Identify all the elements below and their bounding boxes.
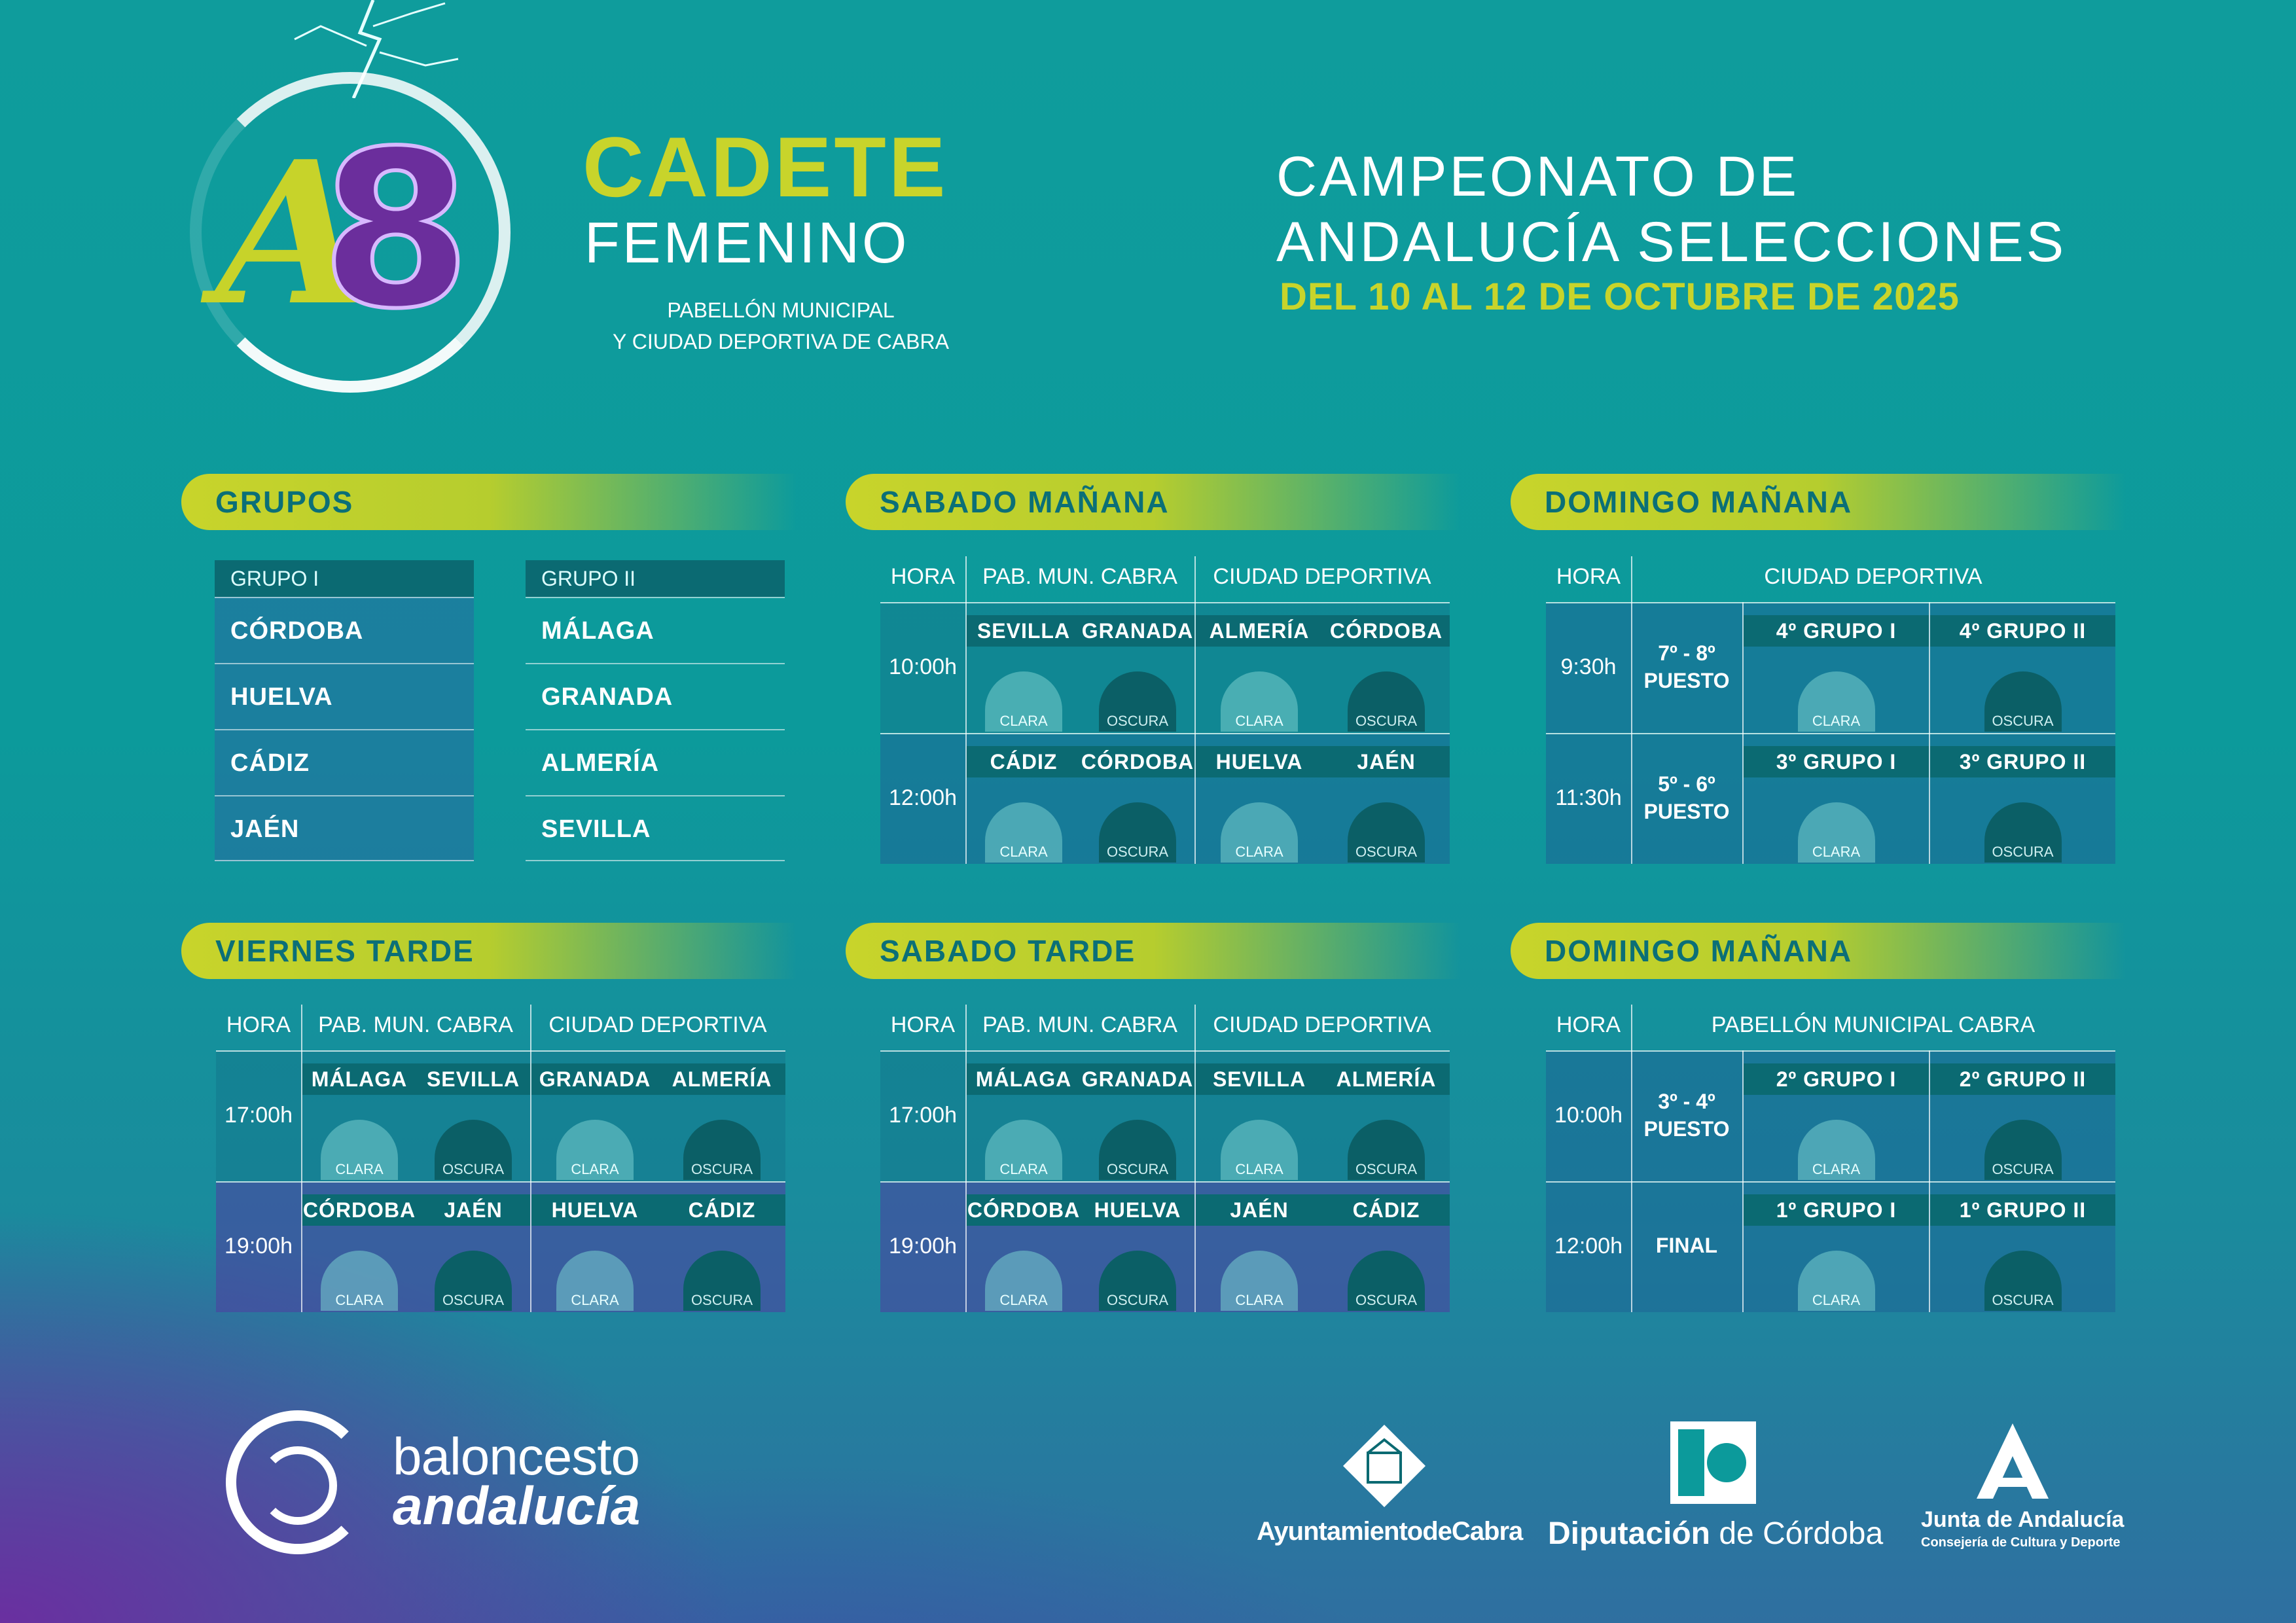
team-label: HUELVA [531, 1194, 658, 1226]
junta-andalucia-logo-icon [1970, 1420, 2055, 1502]
dates-text: DEL 10 AL 12 DE OCTUBRE DE 2025 [1280, 276, 1960, 318]
column-divider [965, 1005, 967, 1312]
table-header-ciudad: CIUDAD DEPORTIVA [1213, 564, 1431, 589]
jersey-clara: CLARA [1221, 802, 1298, 863]
baloncesto-text: baloncesto [393, 1427, 639, 1486]
team-label: GRANADA [1081, 1063, 1194, 1095]
jersey-clara: CLARA [556, 1120, 634, 1180]
jersey-oscura: OSCURA [1984, 1120, 2062, 1180]
team-label: 4º GRUPO I [1744, 615, 1929, 647]
time-cell: 12:00h [1554, 1234, 1623, 1258]
team-label: CÓRDOBA [1081, 746, 1194, 777]
column-divider [530, 1005, 531, 1312]
section-domingo-manana-2: DOMINGO MAÑANA [1511, 923, 2126, 979]
team-label: 4º GRUPO II [1930, 615, 2115, 647]
team-label: 1º GRUPO II [1930, 1194, 2115, 1226]
jersey-oscura: OSCURA [683, 1120, 761, 1180]
column-divider [1929, 602, 1930, 864]
puesto-line-1: FINAL [1655, 1234, 1718, 1257]
column-divider [1194, 1005, 1196, 1312]
column-divider [965, 556, 967, 864]
venue-line-1: PABELLÓN MUNICIPAL [667, 298, 895, 322]
championship-line-1: CAMPEONATO DE [1276, 145, 1800, 208]
puesto-cell [1631, 1088, 1742, 1143]
column-divider [1631, 556, 1632, 864]
jersey-clara: CLARA [985, 1120, 1062, 1180]
jersey-clara: CLARA [321, 1120, 398, 1180]
column-divider [1194, 556, 1196, 864]
column-divider [1742, 1050, 1744, 1312]
schedule-sabado-tarde [880, 1005, 1450, 1312]
grupo-2-team: SEVILLA [526, 795, 785, 861]
venue-line-2: Y CIUDAD DEPORTIVA DE CABRA [613, 330, 949, 353]
jersey-oscura: OSCURA [1099, 1251, 1176, 1311]
team-label: ALMERÍA [1323, 1063, 1450, 1095]
team-label: JAÉN [1196, 1194, 1323, 1226]
jersey-oscura: OSCURA [1099, 802, 1176, 863]
jersey-clara: CLARA [1221, 671, 1298, 732]
jersey-oscura: OSCURA [1348, 802, 1425, 863]
team-label: GRANADA [531, 1063, 658, 1095]
team-label: CÁDIZ [967, 746, 1081, 777]
table-header-hora: HORA [1556, 564, 1621, 589]
column-divider [301, 1005, 302, 1312]
table-header-venue: PABELLÓN MUNICIPAL CABRA [1711, 1012, 2036, 1037]
time-cell: 19:00h [889, 1234, 957, 1258]
team-label: CÓRDOBA [302, 1194, 416, 1226]
team-label: ALMERÍA [658, 1063, 785, 1095]
diputacion-cordoba-text [1548, 1516, 1883, 1552]
time-cell: 17:00h [889, 1103, 957, 1128]
team-label: ALMERÍA [1196, 615, 1323, 647]
jersey-oscura: OSCURA [1984, 671, 2062, 732]
category-title: CADETE [583, 119, 948, 215]
time-cell: 10:00h [889, 654, 957, 679]
jersey-oscura: OSCURA [1099, 671, 1176, 732]
schedule-domingo-1 [1546, 556, 2115, 864]
section-sabado-manana: SABADO MAÑANA [846, 474, 1461, 530]
team-label: CÓRDOBA [1323, 615, 1450, 647]
grupo-1-table [215, 560, 474, 861]
diputacion-rest: de Córdoba [1719, 1516, 1884, 1551]
venue-text [584, 294, 977, 357]
section-sabado-tarde: SABADO TARDE [846, 923, 1461, 979]
team-label: 2º GRUPO I [1744, 1063, 1929, 1095]
section-domingo-manana-1: DOMINGO MAÑANA [1511, 474, 2126, 530]
jersey-clara: CLARA [556, 1251, 634, 1311]
section-grupos: GRUPOS [181, 474, 797, 530]
jersey-oscura: OSCURA [1348, 1251, 1425, 1311]
diputacion-logo-icon [1669, 1420, 1757, 1505]
table-header-hora: HORA [890, 1012, 956, 1037]
grupo-1-team: CÓRDOBA [215, 597, 474, 663]
jersey-clara: CLARA [985, 671, 1062, 732]
time-cell: 17:00h [224, 1103, 293, 1128]
puesto-line-1: 5º - 6º [1658, 772, 1715, 796]
championship-title [1276, 144, 2066, 275]
team-label: CÓRDOBA [967, 1194, 1081, 1226]
grupo-2-header: GRUPO II [526, 560, 785, 597]
column-divider [1742, 602, 1744, 864]
category-subtitle: FEMENINO [584, 210, 910, 275]
team-label: 1º GRUPO I [1744, 1194, 1929, 1226]
team-label: SEVILLA [967, 615, 1081, 647]
ayuntamiento-cabra-text: AyuntamientodeCabra [1257, 1517, 1523, 1546]
team-label: JAÉN [1323, 746, 1450, 777]
table-header-pabellon: PAB. MUN. CABRA [982, 564, 1177, 589]
schedule-domingo-2 [1546, 1005, 2115, 1312]
grupo-2-team: MÁLAGA [526, 597, 785, 663]
jersey-clara: CLARA [985, 1251, 1062, 1311]
jersey-clara: CLARA [1798, 1251, 1875, 1311]
jersey-oscura: OSCURA [1348, 1120, 1425, 1180]
table-header-hora: HORA [1556, 1012, 1621, 1037]
team-label: MÁLAGA [967, 1063, 1081, 1095]
time-cell: 12:00h [889, 785, 957, 810]
team-label: CÁDIZ [658, 1194, 785, 1226]
team-label: 3º GRUPO I [1744, 746, 1929, 777]
table-header-venue: CIUDAD DEPORTIVA [1764, 564, 1982, 589]
jersey-clara: CLARA [1798, 802, 1875, 863]
table-header-pabellon: PAB. MUN. CABRA [318, 1012, 513, 1037]
jersey-clara: CLARA [321, 1251, 398, 1311]
team-label: GRANADA [1081, 615, 1194, 647]
puesto-line-1: 3º - 4º [1658, 1090, 1715, 1113]
team-label: JAÉN [416, 1194, 530, 1226]
team-label: 2º GRUPO II [1930, 1063, 2115, 1095]
team-label: MÁLAGA [302, 1063, 416, 1095]
jersey-clara: CLARA [1221, 1251, 1298, 1311]
a8-logo-a: A [216, 118, 355, 349]
junta-andalucia-text: Junta de Andalucía [1921, 1507, 2125, 1532]
jersey-clara: CLARA [1798, 1120, 1875, 1180]
schedule-sabado-manana [880, 556, 1450, 864]
jersey-clara: CLARA [1221, 1120, 1298, 1180]
table-header-hora: HORA [226, 1012, 291, 1037]
table-header-hora: HORA [890, 564, 956, 589]
grupo-1-header: GRUPO I [215, 560, 474, 597]
ayuntamiento-crest-icon [1342, 1423, 1427, 1508]
grupo-1-team: JAÉN [215, 795, 474, 861]
jersey-oscura: OSCURA [1099, 1120, 1176, 1180]
championship-line-2: ANDALUCÍA SELECCIONES [1276, 211, 2067, 274]
jersey-clara: CLARA [1798, 671, 1875, 732]
andalucia-text: andalucía [393, 1476, 641, 1536]
jersey-oscura: OSCURA [1984, 802, 2062, 863]
jersey-oscura: OSCURA [1348, 671, 1425, 732]
table-header-pabellon: PAB. MUN. CABRA [982, 1012, 1177, 1037]
jersey-oscura: OSCURA [1984, 1251, 2062, 1311]
grupo-2-team: GRANADA [526, 663, 785, 729]
column-divider [1929, 1050, 1930, 1312]
team-label: CÁDIZ [1323, 1194, 1450, 1226]
time-cell: 11:30h [1555, 785, 1622, 810]
time-cell: 19:00h [224, 1234, 293, 1258]
jersey-clara: CLARA [985, 802, 1062, 863]
jersey-oscura: OSCURA [683, 1251, 761, 1311]
table-header-ciudad: CIUDAD DEPORTIVA [1213, 1012, 1431, 1037]
time-cell: 9:30h [1560, 654, 1617, 679]
consejeria-text: Consejería de Cultura y Deporte [1921, 1535, 2121, 1550]
puesto-cell [1631, 639, 1742, 694]
team-label: HUELVA [1196, 746, 1323, 777]
grupo-1-team: HUELVA [215, 663, 474, 729]
puesto-line-2: PUESTO [1643, 800, 1730, 823]
schedule-viernes-tarde [216, 1005, 785, 1312]
team-label: HUELVA [1081, 1194, 1194, 1226]
puesto-cell [1631, 1232, 1742, 1259]
puesto-line-2: PUESTO [1643, 1117, 1730, 1141]
column-divider [1631, 1005, 1632, 1312]
puesto-line-2: PUESTO [1643, 669, 1730, 692]
team-label: SEVILLA [1196, 1063, 1323, 1095]
puesto-line-1: 7º - 8º [1658, 641, 1715, 665]
time-cell: 10:00h [1554, 1103, 1623, 1128]
grupo-2-table [526, 560, 785, 861]
baloncesto-logo-inner [259, 1446, 337, 1525]
table-header-ciudad: CIUDAD DEPORTIVA [548, 1012, 767, 1037]
grupo-2-team: ALMERÍA [526, 729, 785, 795]
team-label: 3º GRUPO II [1930, 746, 2115, 777]
jersey-oscura: OSCURA [435, 1120, 512, 1180]
diputacion-bold: Diputación [1548, 1516, 1710, 1551]
a8-logo-8: 8 [321, 105, 471, 356]
jersey-oscura: OSCURA [435, 1251, 512, 1311]
team-label: SEVILLA [416, 1063, 530, 1095]
puesto-cell [1631, 770, 1742, 825]
grupo-1-team: CÁDIZ [215, 729, 474, 795]
section-viernes-tarde: VIERNES TARDE [181, 923, 797, 979]
